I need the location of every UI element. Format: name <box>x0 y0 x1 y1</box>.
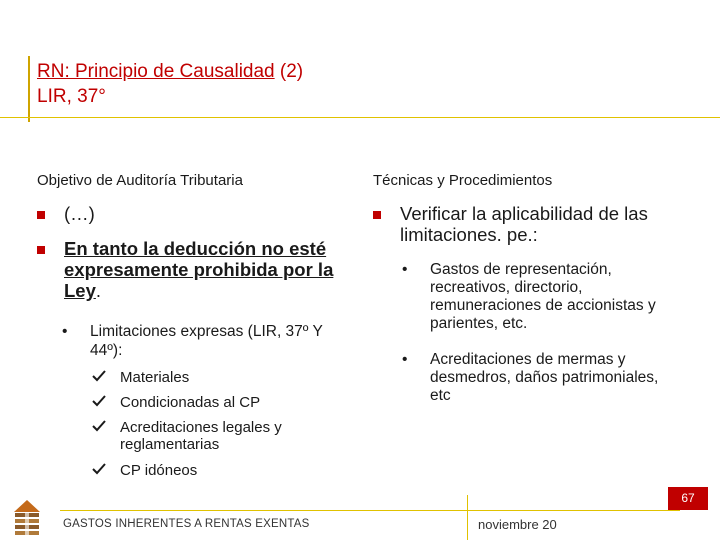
bullet-text: (…) <box>64 203 95 224</box>
bullet-text-end: . <box>95 280 102 301</box>
left-accent-line <box>28 56 30 122</box>
square-bullet-icon <box>37 246 45 254</box>
square-bullet-icon <box>373 211 381 219</box>
page-number: 67 <box>668 487 708 510</box>
slide-title-suffix: (2) <box>274 61 304 82</box>
sub-list-item <box>402 261 692 345</box>
check-icon <box>92 369 106 383</box>
title-rule <box>0 117 720 118</box>
sub-bullet-text: Gastos de representación, recreativos, directorio, remuneraciones de accionistas y parientes, etc. <box>430 261 656 332</box>
slide-subtitle: LIR, 37° <box>37 86 106 107</box>
bullet-text: Verificar la aplicabilidad de las limitaciones. pe.: <box>400 203 648 245</box>
right-column-heading: Técnicas y Procedimientos <box>373 172 553 189</box>
logo-icon <box>12 498 42 536</box>
dot-bullet-icon: • <box>402 351 408 368</box>
check-icon <box>92 419 106 433</box>
sub-list-item <box>402 351 692 415</box>
check-text: Condicionadas al CP <box>120 394 261 411</box>
sub-bullet-text: Limitaciones expresas (LIR, 37º Y 44º): <box>90 323 323 359</box>
footer-divider <box>467 495 468 540</box>
left-column-heading: Objetivo de Auditoría Tributaria <box>37 172 243 189</box>
check-text: Acreditaciones legales y reglamentarias <box>120 419 282 453</box>
slide-title <box>37 59 303 84</box>
list-item <box>37 203 337 227</box>
slide-title-main: RN: Principio de Causalidad <box>37 61 275 82</box>
square-bullet-icon <box>37 211 45 219</box>
bullet-text: En tanto la deducción no esté expresamente prohibida por la Ley <box>64 238 334 301</box>
footer-date: noviembre 20 <box>478 517 557 532</box>
check-text: CP idóneos <box>120 462 198 479</box>
list-item <box>373 203 693 253</box>
footer-title: GASTOS INHERENTES A RENTAS EXENTAS <box>63 518 310 530</box>
dot-bullet-icon: • <box>62 323 68 340</box>
list-item <box>37 238 337 313</box>
check-icon <box>92 462 106 476</box>
dot-bullet-icon: • <box>402 261 408 278</box>
sub-bullet-text: Acreditaciones de mermas y desmedros, daños patrimoniales, etc <box>430 351 659 404</box>
footer-rule <box>60 510 680 511</box>
check-icon <box>92 394 106 408</box>
check-text: Materiales <box>120 369 190 386</box>
sub-list-item <box>62 322 352 362</box>
